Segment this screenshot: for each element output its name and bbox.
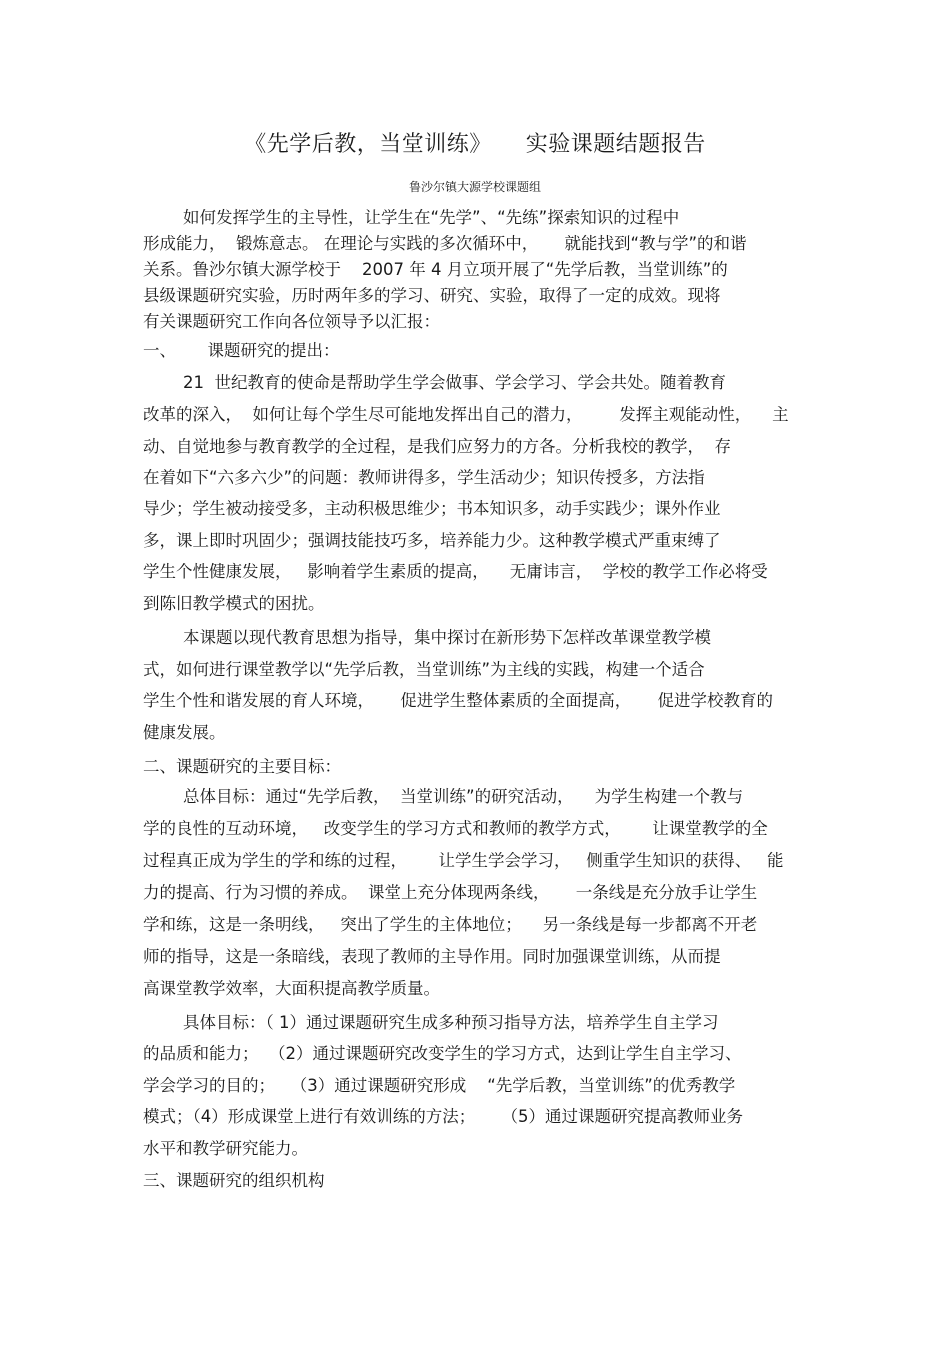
body-line: 式，如何进行课堂教学以“先学后教，当堂训练”为主线的实践，构建一个适合 <box>143 660 705 679</box>
body-line: 二、课题研究的主要目标： <box>143 757 341 776</box>
document-title: 《先学后教，当堂训练》 实验课题结题报告 <box>244 132 706 157</box>
body-line: 总体目标：通过“先学后教， 当堂训练”的研究活动， 为学生构建一个教与 <box>183 787 744 806</box>
body-line: 多，课上即时巩固少；强调技能技巧多，培养能力少。这种教学模式严重束缚了 <box>143 531 721 550</box>
body-line: 形成能力， 锻炼意志。 在理论与实践的多次循环中， 就能找到“教与学”的和谐 <box>143 234 747 253</box>
body-line: 动、自觉地参与教育教学的全过程，是我们应努力的方各。分析我校的教学， 存 <box>143 437 731 456</box>
body-line: 本课题以现代教育思想为指导，集中探讨在新形势下怎样改革课堂教学模 <box>183 628 711 647</box>
body-line: 在着如下“六多六少”的问题：教师讲得多，学生活动少；知识传授多，方法指 <box>143 468 705 487</box>
body-line: 学的良性的互动环境， 改变学生的学习方式和教师的教学方式， 让课堂教学的全 <box>143 819 768 838</box>
body-line: 的品质和能力； （2）通过课题研究改变学生的学习方式，达到让学生自主学习、 <box>143 1044 742 1063</box>
body-line: 关系。鲁沙尔镇大源学校于 2007 年 4 月立项开展了“先学后教，当堂训练”的 <box>143 260 728 279</box>
body-line: 三、课题研究的组织机构 <box>143 1171 325 1190</box>
document-author: 鲁沙尔镇大源学校课题组 <box>408 180 541 194</box>
body-line: 具体目标：（ 1）通过课题研究生成多种预习指导方法，培养学生自主学习 <box>183 1013 719 1032</box>
body-line: 模式；（4）形成课堂上进行有效训练的方法； （5）通过课题研究提高教师业务 <box>143 1107 743 1126</box>
body-line: 健康发展。 <box>143 723 226 742</box>
body-line: 如何发挥学生的主导性，让学生在“先学”、“先练”探索知识的过程中 <box>183 208 680 227</box>
body-line: 县级课题研究实验，历时两年多的学习、研究、实验，取得了一定的成效。现将 <box>143 286 721 305</box>
body-line: 改革的深入， 如何让每个学生尽可能地发挥出自己的潜力， 发挥主观能动性， 主 <box>143 405 789 424</box>
body-line: 学生个性健康发展， 影响着学生素质的提高， 无庸讳言， 学校的教学工作必将受 <box>143 562 768 581</box>
body-line: 学生个性和谐发展的育人环境， 促进学生整体素质的全面提高， 促进学校教育的 <box>143 691 773 710</box>
body-line: 21 世纪教育的使命是帮助学生学会做事、学会学习、学会共处。随着教育 <box>183 373 726 392</box>
body-line: 水平和教学研究能力。 <box>143 1139 308 1158</box>
body-line: 过程真正成为学生的学和练的过程， 让学生学会学习， 侧重学生知识的获得、 能 <box>143 851 784 870</box>
body-line: 到陈旧教学模式的困扰。 <box>143 594 325 613</box>
body-line: 力的提高、行为习惯的养成。 课堂上充分体现两条线， 一条线是充分放手让学生 <box>143 883 758 902</box>
body-line: 高课堂教学效率，大面积提高教学质量。 <box>143 979 440 998</box>
body-line: 有关课题研究工作向各位领导予以汇报： <box>143 312 440 331</box>
body-line: 学会学习的目的； （3）通过课题研究形成 “先学后教，当堂训练”的优秀教学 <box>143 1076 736 1095</box>
body-line: 导少；学生被动接受多，主动积极思维少；书本知识多，动手实践少；课外作业 <box>143 499 721 518</box>
body-line: 一、 课题研究的提出： <box>143 341 340 360</box>
body-line: 师的指导，这是一条暗线，表现了教师的主导作用。同时加强课堂训练，从而提 <box>143 947 721 966</box>
body-line: 学和练，这是一条明线， 突出了学生的主体地位； 另一条线是每一步都离不开老 <box>143 915 758 934</box>
